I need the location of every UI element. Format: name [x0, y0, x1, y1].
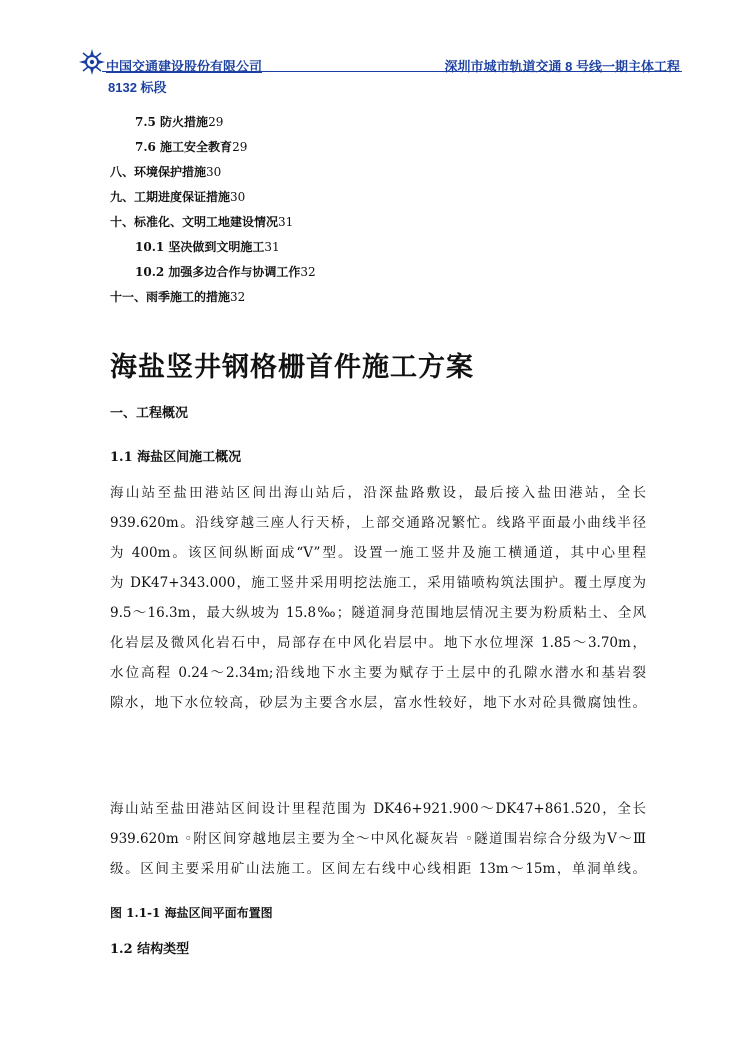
paragraph-design-range [110, 794, 646, 884]
subsection-heading-1-1: 1.1 海盐区间施工概况 [110, 450, 242, 465]
toc-item-page: 30 [206, 165, 222, 179]
paragraph-line: 939.620m。沿线穿越三座人行天桥，上部交通路况繁忙。线路平面最小曲线半径 [110, 515, 646, 531]
header-company: 中国交通建设股份有限公司 [106, 59, 263, 74]
header-section: 8132 标段 [108, 80, 167, 95]
toc-item-page: 32 [230, 290, 246, 304]
toc-item[interactable] [110, 285, 670, 310]
toc-item-page: 31 [264, 240, 280, 254]
page-header [78, 48, 682, 98]
toc-item-page: 29 [232, 140, 248, 154]
toc-item-label: 九、工期进度保证措施 [110, 190, 231, 204]
paragraph-line: 为 DK47+343.000，施工竖井采用明挖法施工，采用锚喷构筑法围护。覆土厚度为 [110, 575, 646, 591]
toc-item-page: 32 [300, 265, 316, 279]
paragraph-line: 隙水，地下水位较高，砂层为主要含水层，富水性较好，地下水对砼具微腐蚀性。 [110, 695, 646, 711]
toc-item-page: 30 [230, 190, 246, 204]
paragraph-line: 939.620m ◦附区间穿越地层主要为全～中风化凝灰岩 ◦隧道围岩综合分级为Ⅴ～Ⅲ [110, 831, 646, 847]
subsection-heading-1-2: 1.2 结构类型 [110, 942, 190, 957]
toc-item[interactable] [110, 110, 670, 135]
section-heading: 一、工程概况 [110, 406, 189, 421]
paragraph-line: 海山站至盐田港站区间设计里程范围为 DK46+921.900～DK47+861.520，全长 [110, 801, 646, 817]
toc-item-label: 十、标准化、文明工地建设情况 [110, 215, 279, 229]
toc-item[interactable] [110, 160, 670, 185]
header-rule [102, 71, 682, 72]
paragraph-line: 级。区间主要采用矿山法施工。区间左右线中心线相距 13m～15m，单洞单线。 [110, 861, 646, 877]
toc-item-label: 7.6 施工安全教育 [135, 140, 233, 154]
toc-item[interactable] [110, 210, 670, 235]
toc-item[interactable] [110, 260, 670, 285]
figure-caption: 图 1.1-1 海盐区间平面布置图 [110, 906, 273, 920]
paragraph-line: 9.5～16.3m，最大纵坡为 15.8‰；隧道洞身范围地层情况主要为粉质粘土、全风 [110, 605, 646, 621]
paragraph-line: 化岩层及微风化岩石中，局部存在中风化岩层中。地下水位埋深 1.85～3.70m， [110, 635, 646, 651]
toc-item-label: 10.1 坚决做到文明施工 [135, 240, 265, 254]
toc-item[interactable] [110, 235, 670, 260]
header-project: 深圳市城市轨道交通 8 号线一期主体工程 [444, 59, 680, 74]
document-title: 海盐竖井钢格栅首件施工方案 [110, 352, 474, 383]
toc-item-page: 31 [278, 215, 294, 229]
paragraph-overview [110, 478, 646, 718]
toc-item[interactable] [110, 185, 670, 210]
paragraph-line: 为 400m。该区间纵断面成“V”型。设置一施工竖井及施工横通道，其中心里程 [110, 545, 646, 561]
toc-item[interactable] [110, 135, 670, 160]
toc-item-page: 29 [208, 115, 224, 129]
toc-item-label: 八、环境保护措施 [110, 165, 207, 179]
toc-item-label: 7.5 防火措施 [135, 115, 209, 129]
toc-item-label: 10.2 加强多边合作与协调工作 [135, 265, 301, 279]
table-of-contents [110, 110, 670, 310]
paragraph-line: 水位高程 0.24～2.34m;沿线地下水主要为赋存于土层中的孔隙水潜水和基岩裂 [110, 665, 646, 681]
paragraph-line: 海山站至盐田港站区间出海山站后，沿深盐路敷设，最后接入盐田港站，全长 [110, 485, 646, 501]
toc-item-label: 十一、雨季施工的措施 [110, 290, 231, 304]
